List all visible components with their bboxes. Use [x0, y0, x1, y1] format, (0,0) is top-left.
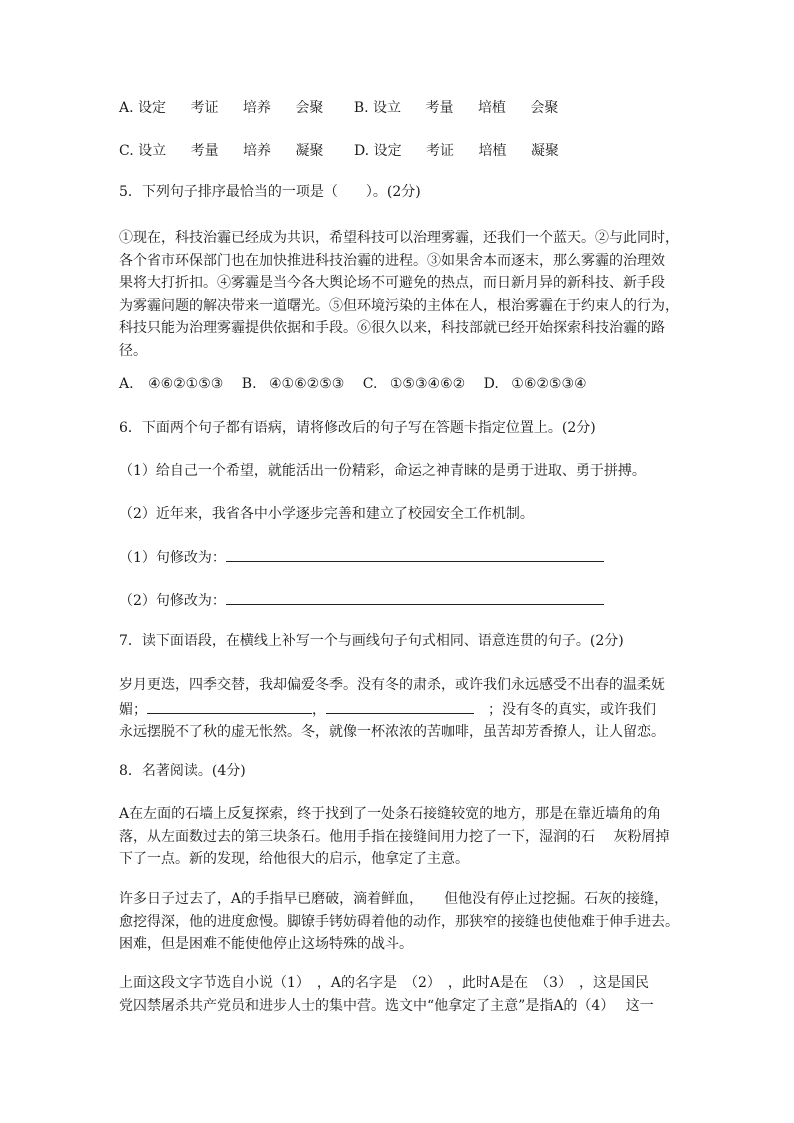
q5-option-c-value: ①⑤③④⑥② — [389, 376, 466, 392]
q8-passage-2-line: 愈挖得深，他的进度愈慢。脚镣手铐妨碍着他的动作，那狭窄的接缝也使他难于伸手进去。 — [119, 913, 679, 930]
q4-option-d-word-2: 考证 — [426, 143, 455, 159]
q5-passage-line: 科技只能为治理雾霾提供依据和手段。⑥很久以来，科技部就已经开始探索科技治霾的路 — [119, 320, 665, 336]
q6-answer-2-row — [119, 588, 604, 612]
q5-option-a-label: A. — [119, 376, 134, 392]
q8-passage-3-line: 上面这段文字节选自小说（1） ，A的名字是 （2） ，此时A是在 （3） ，这是国民 — [119, 975, 649, 991]
q8-passage-1-line: 下了一点。新的发现，给他很大的启示，他拿定了主意。 — [119, 851, 469, 867]
q4-option-a-label: A. — [119, 100, 134, 116]
q4-option-a-word-2: 考证 — [190, 100, 219, 116]
q6-sentence-1: （1）给自己一个希望，就能活出一份精彩，命运之神青睐的是勇于进取、勇于拼搏。 — [119, 463, 646, 479]
q5-option-b-value: ④①⑥②⑤③ — [268, 376, 345, 392]
q8-stem: 8．名著阅读。(4分) — [119, 763, 246, 779]
q5-passage-line: ①现在，科技治霾已经成为共识，希望科技可以治理雾霾，还我们一个蓝天。②与此同时， — [119, 230, 679, 246]
q4-option-a-word-4: 会聚 — [295, 100, 324, 116]
q4-option-b-word-4: 会聚 — [530, 100, 559, 116]
q8-passage-2-line: 许多日子过去了，A的手指早已磨破，滴着鲜血， 但他没有停止过挖掘。石灰的接缝， — [119, 891, 669, 907]
q4-option-c-word-4: 凝聚 — [295, 143, 324, 159]
q6-sentence-2: （2）近年来，我省各中小学逐步完善和建立了校园安全工作机制。 — [119, 506, 534, 522]
q4-options-row-cd — [119, 140, 559, 162]
q7-passage-line-1: 岁月更迭，四季交替，我却偏爱冬季。没有冬的肃杀，或许我们永远感受不出春的温柔妩 — [119, 677, 665, 693]
q5-option-b-label: B. — [241, 376, 257, 392]
q6-answer-1-blank[interactable] — [226, 545, 604, 562]
q8-passage-2 — [119, 888, 679, 956]
q5-passage-line: 为雾霾问题的解决带来一道曙光。⑤但环境污染的主体在人，根治雾霾在于约束人的行为， — [119, 297, 679, 314]
q8-passage-2-line: 困难，但是困难不能使他停止这场特殊的战斗。 — [119, 936, 413, 952]
q7-fill-blank-1[interactable] — [147, 697, 312, 714]
q8-passage-1 — [119, 803, 679, 871]
q6-answer-2-blank[interactable] — [226, 588, 604, 605]
q4-options-row-ab — [119, 97, 558, 119]
q4-option-c-word-2: 考量 — [190, 143, 219, 159]
q8-passage-3 — [119, 972, 679, 1017]
q5-option-a-value: ④⑥②①⑤③ — [148, 376, 224, 392]
q6-stem: 6．下面两个句子都有语病，请将修改后的句子写在答题卡指定位置上。(2分) — [119, 420, 596, 436]
q8-passage-1-line: A在左面的石墙上反复探索，终于找到了一处条石接缝较宽的地方，那是在靠近墙角的角 — [119, 806, 662, 822]
q8-passage-1-line: 落，从左面数过去的第三块条石。他用手指在接缝间用力挖了一下，湿润的石 灰粉屑掉 — [119, 828, 670, 845]
q7-line-2-comma: ， — [312, 701, 326, 718]
q5-options — [119, 373, 587, 395]
q5-passage-line: 径。 — [119, 342, 147, 359]
q4-option-c-word-3: 培养 — [243, 143, 272, 159]
q4-option-a-word-1: 设定 — [138, 100, 167, 116]
q4-option-d-label: D. — [353, 143, 370, 159]
q4-option-d-word-1: 设定 — [373, 143, 402, 159]
q8-passage-3-line: 党囚禁屠杀共产党员和进步人士的集中营。选文中“他拿定了主意”是指A的（4） 这一 — [119, 997, 654, 1014]
q4-option-d-word-3: 培植 — [478, 143, 507, 159]
q5-passage-line: 果将大打折扣。④雾霾是当今各大舆论场不可避免的热点，而日新月异的新科技、新手段 — [119, 275, 665, 291]
q4-option-a-word-3: 培养 — [242, 100, 271, 116]
q4-option-d-word-4: 凝聚 — [530, 143, 559, 159]
q5-stem: 5．下列句子排序最恰当的一项是（ ）。(2分) — [119, 184, 421, 200]
q4-option-c-word-1: 设立 — [138, 143, 167, 159]
q7-passage-line-3: 永远摆脱不了秋的虚无怅然。冬，就像一杯浓浓的苦咖啡，虽苦却芳香撩人，让人留恋。 — [119, 724, 665, 740]
q7-stem: 7．读下面语段，在横线上补写一个与画线句子句式相同、语意连贯的句子。(2分) — [119, 633, 624, 649]
q4-option-c-label: C. — [119, 143, 134, 159]
q5-passage-line: 各个省市环保部门也在加快推进科技治霾的进程。③如果舍本而逐末，那么雾霾的治理效 — [119, 252, 665, 269]
q6-answer-1-label: （1）句修改为： — [119, 550, 226, 566]
q7-passage — [119, 674, 679, 744]
q5-option-c-label: C. — [362, 376, 378, 392]
q6-answer-1-row — [119, 545, 604, 569]
q5-option-d-label: D. — [483, 376, 499, 392]
q4-option-b-word-1: 设立 — [373, 100, 402, 116]
q7-line-2-start: 媚； — [119, 701, 147, 718]
q4-option-b-word-3: 培植 — [477, 100, 506, 116]
q7-fill-blank-2[interactable] — [326, 697, 474, 714]
q5-passage — [119, 227, 679, 362]
q7-line-2-end: ；没有冬的真实，或许我们 — [488, 701, 656, 718]
q4-option-b-label: B. — [353, 100, 369, 116]
q4-option-b-word-2: 考量 — [425, 100, 454, 116]
q6-answer-2-label: （2）句修改为： — [119, 593, 226, 609]
q7-passage-line-2 — [119, 697, 679, 722]
q5-option-d-value: ①⑥②⑤③④ — [511, 376, 587, 392]
